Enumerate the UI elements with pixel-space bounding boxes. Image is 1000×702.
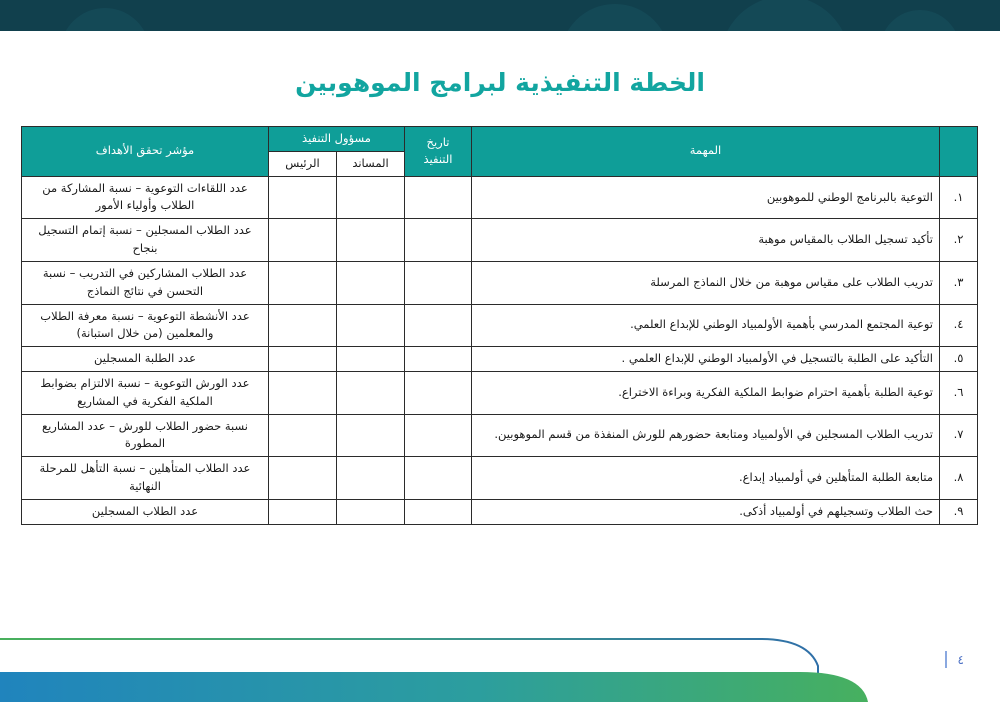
row-indicator: عدد الطلاب المشاركين في التدريب – نسبة التحسن في نتائج النماذج bbox=[21, 261, 268, 304]
row-chief bbox=[268, 414, 336, 457]
row-assistant bbox=[337, 304, 405, 347]
row-task: تدريب الطلاب على مقياس موهبة من خلال النماذج المرسلة bbox=[472, 261, 940, 304]
table-head bbox=[21, 127, 977, 177]
table-row bbox=[21, 457, 977, 500]
table-header-row-1 bbox=[21, 127, 977, 152]
decorative-circle bbox=[880, 10, 960, 31]
row-task: حث الطلاب وتسجيلهم في أولمبياد أذكى. bbox=[472, 499, 940, 524]
row-number: ١. bbox=[940, 176, 978, 219]
row-indicator: عدد الطلاب المسجلين bbox=[21, 499, 268, 524]
row-chief bbox=[268, 347, 336, 372]
page-number-divider bbox=[945, 651, 947, 668]
row-number: ٣. bbox=[940, 261, 978, 304]
col-header-chief: الرئيس bbox=[268, 151, 336, 176]
row-chief bbox=[268, 457, 336, 500]
row-task: التوعية بالبرنامج الوطني للموهوبين bbox=[472, 176, 940, 219]
row-date bbox=[405, 371, 472, 414]
row-chief bbox=[268, 219, 336, 262]
row-indicator: عدد الطلبة المسجلين bbox=[21, 347, 268, 372]
decorative-circle bbox=[560, 4, 670, 31]
decorative-circle bbox=[60, 8, 150, 31]
col-header-responsible: مسؤول التنفيذ bbox=[268, 127, 404, 152]
row-date bbox=[405, 219, 472, 262]
table-row bbox=[21, 261, 977, 304]
row-assistant bbox=[337, 414, 405, 457]
col-header-assistant: المساند bbox=[337, 151, 405, 176]
table-row bbox=[21, 414, 977, 457]
row-indicator: عدد الطلاب المتأهلين – نسبة التأهل للمرحلة النهائية bbox=[21, 457, 268, 500]
row-number: ٧. bbox=[940, 414, 978, 457]
footer-decoration bbox=[0, 624, 1000, 702]
executive-plan-table bbox=[21, 126, 978, 525]
row-assistant bbox=[337, 176, 405, 219]
table-body bbox=[21, 176, 977, 524]
row-assistant bbox=[337, 371, 405, 414]
row-number: ٤. bbox=[940, 304, 978, 347]
row-number: ٢. bbox=[940, 219, 978, 262]
footer-thick-band bbox=[0, 672, 868, 702]
row-date bbox=[405, 176, 472, 219]
row-chief bbox=[268, 261, 336, 304]
top-decoration-bar bbox=[0, 0, 1000, 31]
col-header-number bbox=[940, 127, 978, 177]
row-assistant bbox=[337, 457, 405, 500]
row-number: ٩. bbox=[940, 499, 978, 524]
page-title: الخطة التنفيذية لبرامج الموهوبين bbox=[295, 68, 705, 97]
row-date bbox=[405, 457, 472, 500]
row-assistant bbox=[337, 261, 405, 304]
row-date bbox=[405, 304, 472, 347]
row-date bbox=[405, 499, 472, 524]
row-task: توعية الطلبة بأهمية احترام ضوابط الملكية الفكرية وبراءة الاختراع. bbox=[472, 371, 940, 414]
page-number: ٤ bbox=[957, 652, 964, 667]
footer-swoosh-graphic bbox=[0, 624, 1000, 702]
row-task: توعية المجتمع المدرسي بأهمية الأولمبياد الوطني للإبداع العلمي. bbox=[472, 304, 940, 347]
row-indicator: عدد الطلاب المسجلين – نسبة إتمام التسجيل بنجاح bbox=[21, 219, 268, 262]
table-row bbox=[21, 304, 977, 347]
row-assistant bbox=[337, 219, 405, 262]
row-indicator: عدد اللقاءات التوعوية – نسبة المشاركة من الطلاب وأولياء الأمور bbox=[21, 176, 268, 219]
table-row bbox=[21, 499, 977, 524]
row-assistant bbox=[337, 347, 405, 372]
decorative-circle bbox=[720, 0, 850, 31]
row-indicator: عدد الأنشطة التوعوية – نسبة معرفة الطلاب والمعلمين (من خلال استبانة) bbox=[21, 304, 268, 347]
row-task: تدريب الطلاب المسجلين في الأولمبياد ومتابعة حضورهم للورش المنفذة من قسم الموهوبين. bbox=[472, 414, 940, 457]
row-date bbox=[405, 347, 472, 372]
row-assistant bbox=[337, 499, 405, 524]
table-row bbox=[21, 347, 977, 372]
row-number: ٨. bbox=[940, 457, 978, 500]
row-chief bbox=[268, 371, 336, 414]
row-chief bbox=[268, 176, 336, 219]
row-number: ٥. bbox=[940, 347, 978, 372]
plan-table-container bbox=[22, 126, 978, 525]
row-date bbox=[405, 414, 472, 457]
row-number: ٦. bbox=[940, 371, 978, 414]
row-task: تأكيد تسجيل الطلاب بالمقياس موهبة bbox=[472, 219, 940, 262]
page-number-group bbox=[945, 651, 964, 668]
row-task: التأكيد على الطلبة بالتسجيل في الأولمبياد الوطني للإبداع العلمي . bbox=[472, 347, 940, 372]
table-row bbox=[21, 176, 977, 219]
col-header-indicator: مؤشر تحقق الأهداف bbox=[21, 127, 268, 177]
row-date bbox=[405, 261, 472, 304]
col-header-date: تاريخ التنفيذ bbox=[405, 127, 472, 177]
row-indicator: نسبة حضور الطلاب للورش – عدد المشاريع المطورة bbox=[21, 414, 268, 457]
row-indicator: عدد الورش التوعوية – نسبة الالتزام بضوابط الملكية الفكرية في المشاريع bbox=[21, 371, 268, 414]
col-header-task: المهمة bbox=[472, 127, 940, 177]
table-row bbox=[21, 371, 977, 414]
row-chief bbox=[268, 304, 336, 347]
table-row bbox=[21, 219, 977, 262]
row-chief bbox=[268, 499, 336, 524]
row-task: متابعة الطلبة المتأهلين في أولمبياد إبداع. bbox=[472, 457, 940, 500]
